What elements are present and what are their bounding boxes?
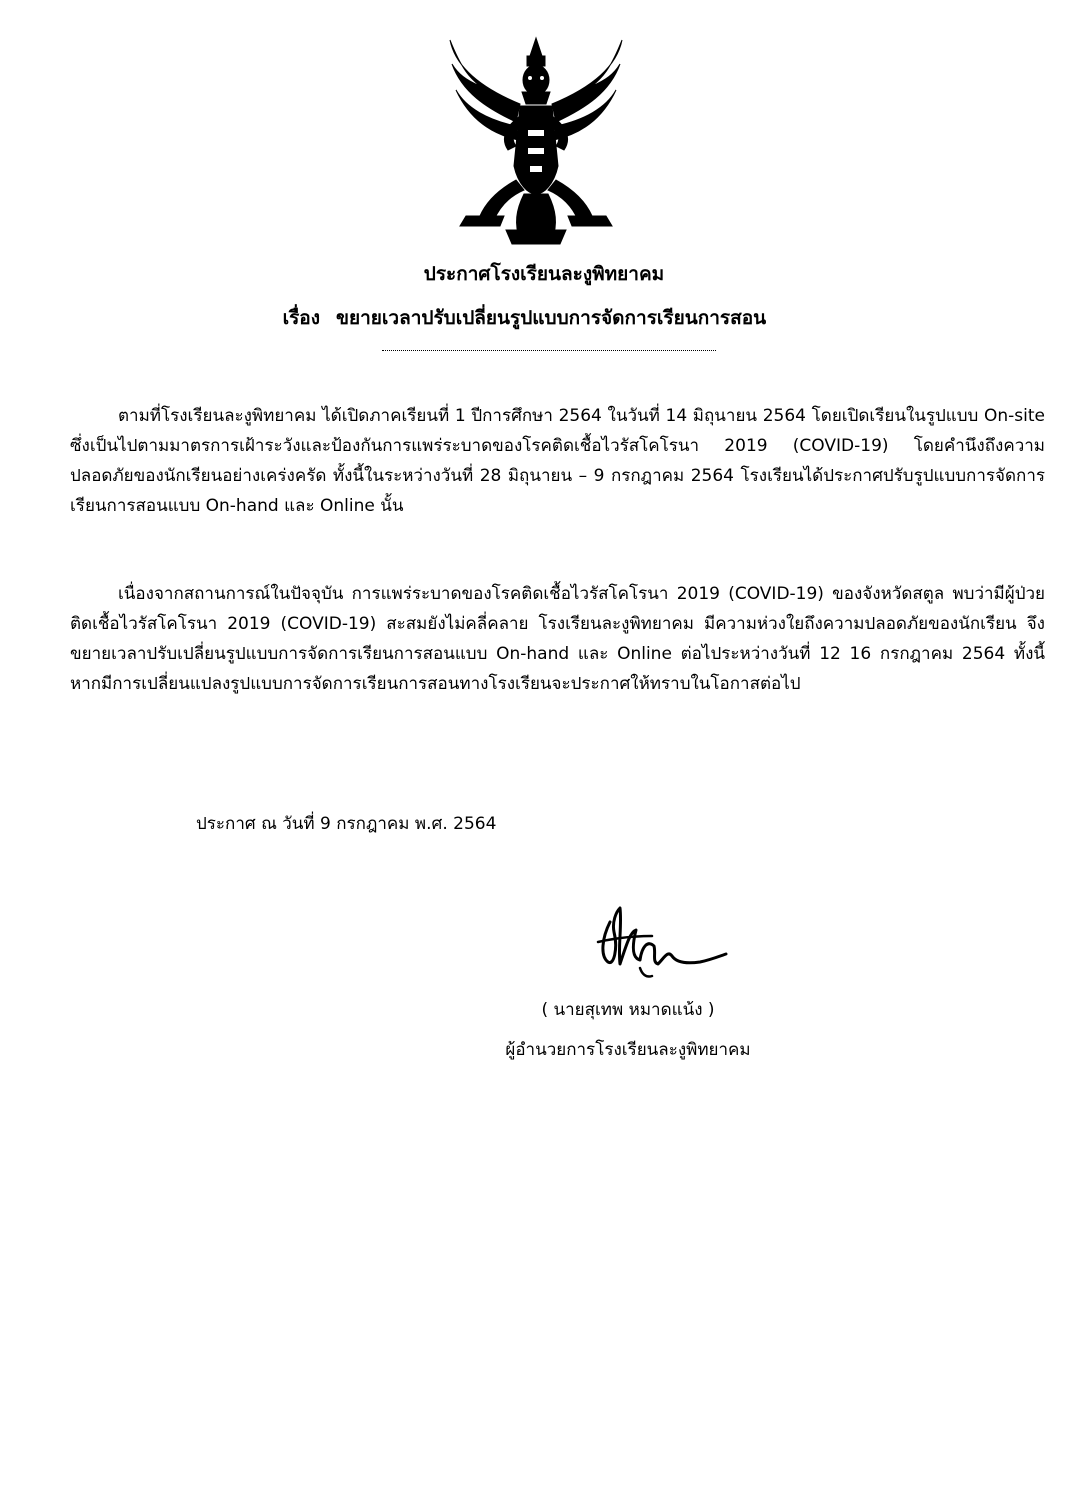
subject-text: ขยายเวลาปรับเปลี่ยนรูปแบบการจัดการเรียนการสอน (336, 307, 767, 329)
subject-label: เรื่อง (282, 307, 320, 329)
announcement-date: ประกาศ ณ วันที่ 9 กรกฎาคม พ.ศ. 2564 (196, 814, 497, 834)
body-paragraph-1: ตามที่โรงเรียนละงูพิทยาคม ได้เปิดภาคเรียนที่ 1 ปีการศึกษา 2564 ในวันที่ 14 มิถุนายน 2564 โดยเปิดเรียนในรูปแบบ On-site ซึ่งเป็นไปตามมาตรการเฝ้าระวังและป้องกันการแพร่ระบาดของโรคติดเชื้อไวรัสโคโรนา 2019 (COVID-19) โดยคำนึงถึงความปลอดภัยของนักเรียนอย่างเคร่งครัด ทั้งนี้ในระหว่างวันที่ 28 มิถุนายน – 9 กรกฎาคม 2564 โรงเรียนได้ประกาศปรับรูปแบบการจัดการเรียนการสอนแบบ On-hand และ Online นั้น (70, 406, 1045, 516)
signer-position: ผู้อำนวยการโรงเรียนละงูพิทยาคม (505, 1040, 751, 1060)
dotted-divider (382, 350, 716, 351)
handwritten-signature-icon (596, 902, 730, 980)
signer-name: ( นายสุเทพ หมาดแน้ง ) (541, 1000, 715, 1020)
announcement-title: ประกาศโรงเรียนละงูพิทยาคม (423, 263, 665, 285)
body-paragraph-2: เนื่องจากสถานการณ์ในปัจจุบัน การแพร่ระบาดของโรคติดเชื้อไวรัสโคโรนา 2019 (COVID-19) ของจังหวัดสตูล พบว่ามีผู้ป่วยติดเชื้อไวรัสโคโรนา 2019 (COVID-19) สะสมยังไม่คลี่คลาย โรงเรียนละงูพิทยาคม มีความห่วงใยถึงความปลอดภัยของนักเรียน จึงขยายเวลาปรับเปลี่ยนรูปแบบการจัดการเรียนการสอนแบบ On-hand และ Online ต่อไประหว่างวันที่ 12 16 กรกฎาคม 2564 ทั้งนี้หากมีการเปลี่ยนแปลงรูปแบบการจัดการเรียนการสอนทางโรงเรียนจะประกาศให้ทราบในโอกาสต่อไป (70, 584, 1045, 694)
garuda-emblem-icon (436, 30, 636, 252)
announcement-subject-line (220, 306, 880, 330)
